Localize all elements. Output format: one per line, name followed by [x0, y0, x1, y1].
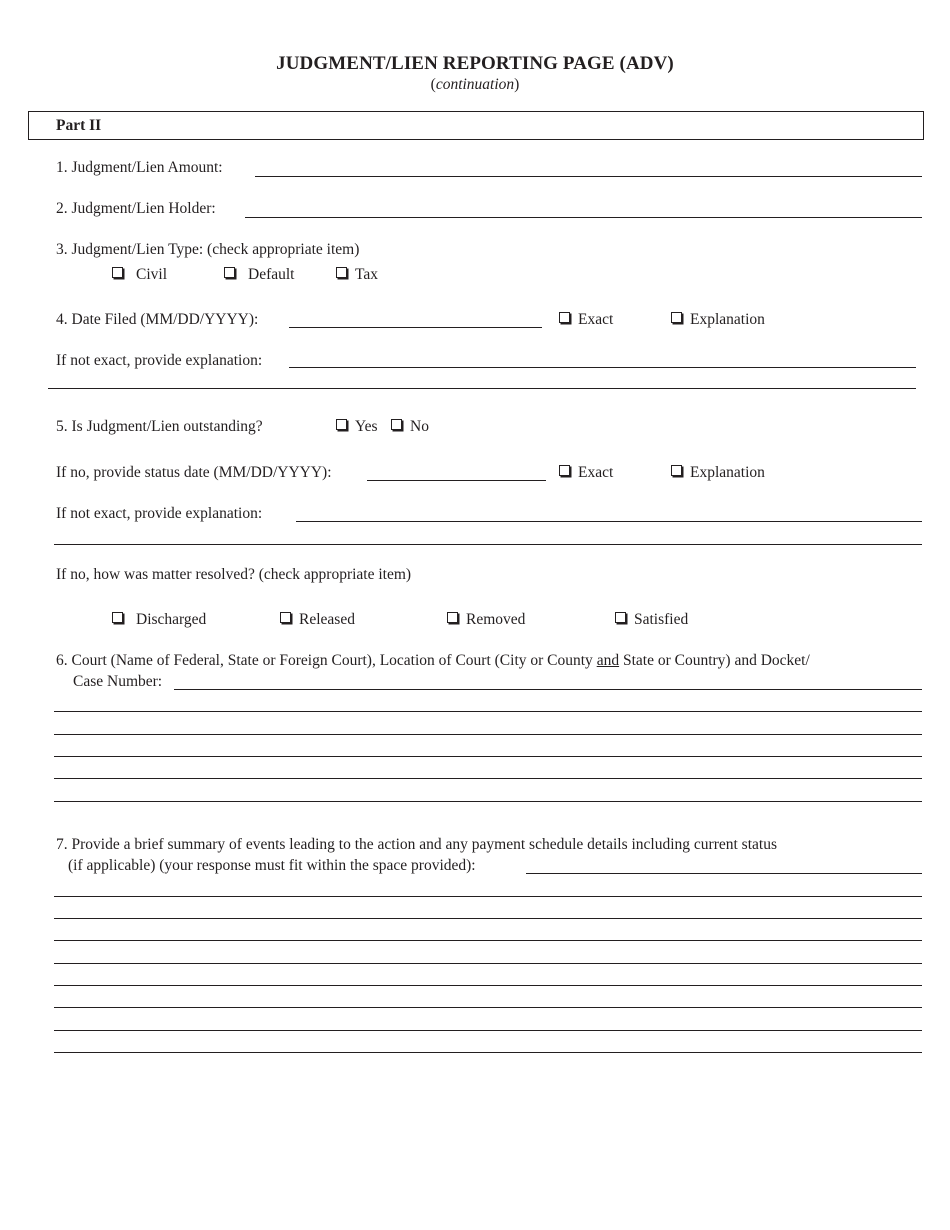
q5-explanation-line-2[interactable] — [54, 544, 922, 545]
q3-civil-label: Civil — [136, 266, 168, 283]
q5-no-checkbox[interactable] — [391, 419, 402, 430]
q5-satisfied-label: Satisfied — [634, 611, 689, 628]
q6-court-line-2[interactable] — [54, 711, 922, 712]
q5-resolved-label: If no, how was matter resolved? (check appropriate item) — [56, 566, 412, 583]
q5-yes-label: Yes — [355, 418, 378, 435]
q4-explanation-line-2[interactable] — [48, 388, 916, 389]
q7-label-line2: (if applicable) (your response must fit within the space provided): — [68, 857, 476, 874]
q7-summary-line-8[interactable] — [54, 1030, 922, 1031]
page-title: JUDGMENT/LIEN REPORTING PAGE (ADV) — [276, 53, 674, 74]
q5-explanation-field[interactable] — [296, 521, 922, 522]
q1-label: 1. Judgment/Lien Amount: — [56, 159, 223, 176]
q4-exact-checkbox[interactable] — [559, 312, 570, 323]
q3-default-label: Default — [248, 266, 295, 283]
q5-status-label: If no, provide status date (MM/DD/YYYY): — [56, 464, 332, 481]
q7-summary-line-4[interactable] — [54, 940, 922, 941]
q4-date-field[interactable] — [289, 327, 542, 328]
q7-summary-line-2[interactable] — [54, 896, 922, 897]
q6-court-line-5[interactable] — [54, 778, 922, 779]
q6-court-line-6[interactable] — [54, 801, 922, 802]
q5-released-checkbox[interactable] — [280, 612, 291, 623]
q7-label-line1: 7. Provide a brief summary of events leading to the action and any payment schedule details including current status — [56, 836, 777, 853]
q4-explanation-field[interactable] — [289, 367, 916, 368]
q6-court-line-4[interactable] — [54, 756, 922, 757]
q7-summary-line-6[interactable] — [54, 985, 922, 986]
q7-summary-line-7[interactable] — [54, 1007, 922, 1008]
q5-removed-label: Removed — [466, 611, 526, 628]
q7-summary-line-5[interactable] — [54, 963, 922, 964]
q7-summary-line-3[interactable] — [54, 918, 922, 919]
q4-label: 4. Date Filed (MM/DD/YYYY): — [56, 311, 259, 328]
q6-label-line1: 6. Court (Name of Federal, State or Foreign Court), Location of Court (City or County and State or Country) and Docket/ — [56, 652, 810, 669]
q1-amount-field[interactable] — [255, 176, 922, 177]
q5-removed-checkbox[interactable] — [447, 612, 458, 623]
q4-exact-label: Exact — [578, 311, 614, 328]
q2-holder-field[interactable] — [245, 217, 922, 218]
q3-tax-checkbox[interactable] — [336, 267, 347, 278]
q2-label: 2. Judgment/Lien Holder: — [56, 200, 216, 217]
q5-discharged-checkbox[interactable] — [112, 612, 123, 623]
q5-label: 5. Is Judgment/Lien outstanding? — [56, 418, 263, 435]
q5-no-label: No — [410, 418, 429, 435]
q5-explanation-label: Explanation — [690, 464, 765, 481]
q5-released-label: Released — [299, 611, 355, 628]
q3-label: 3. Judgment/Lien Type: (check appropriate item) — [56, 241, 360, 258]
page-subtitle: (continuation) — [430, 76, 520, 93]
q5-satisfied-checkbox[interactable] — [615, 612, 626, 623]
part-header-box — [28, 111, 924, 140]
q5-exact-checkbox[interactable] — [559, 465, 570, 476]
q4-explanation-checkbox[interactable] — [671, 312, 682, 323]
q6-label-line2: Case Number: — [73, 673, 163, 690]
q5-status-date-field[interactable] — [367, 480, 546, 481]
subtitle-continuation: continuation — [435, 76, 515, 93]
q3-tax-label: Tax — [355, 266, 379, 283]
q5-exact-label: Exact — [578, 464, 614, 481]
q5-explanation-checkbox[interactable] — [671, 465, 682, 476]
q3-civil-checkbox[interactable] — [112, 267, 123, 278]
q7-summary-line-9[interactable] — [54, 1052, 922, 1053]
q7-summary-field[interactable] — [526, 873, 922, 874]
q6-court-line-3[interactable] — [54, 734, 922, 735]
q5-explain-label: If not exact, provide explanation: — [56, 505, 263, 522]
q5-yes-checkbox[interactable] — [336, 419, 347, 430]
q6-court-field[interactable] — [174, 689, 922, 690]
q3-default-checkbox[interactable] — [224, 267, 235, 278]
part-label: Part II — [56, 117, 102, 134]
q5-discharged-label: Discharged — [136, 611, 207, 628]
q4-explain-label: If not exact, provide explanation: — [56, 352, 263, 369]
q4-explanation-label: Explanation — [690, 311, 765, 328]
